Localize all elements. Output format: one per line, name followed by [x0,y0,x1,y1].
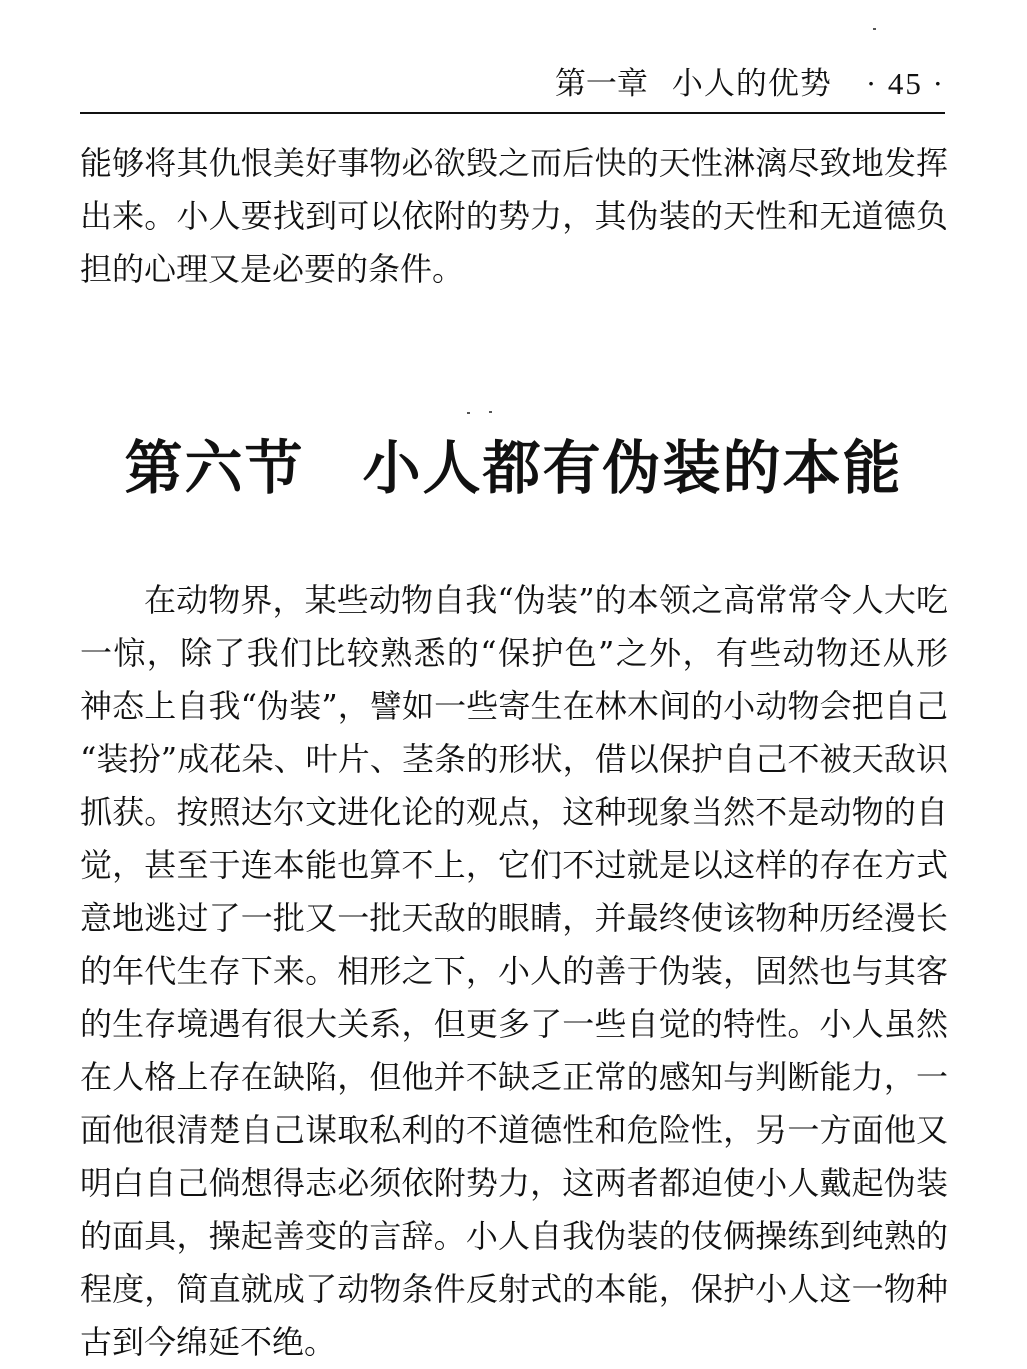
paragraph-continued [80,137,948,296]
paragraph-line: 的生存境遇有很大关系，但更多了一些自觉的特性。小人虽然 [80,1005,948,1043]
paragraph-line: 程度，简直就成了动物条件反射式的本能，保护小人这一物种 [80,1270,948,1308]
running-header [80,56,945,114]
print-speck [489,411,492,413]
paragraph-line: 的面具，操起善变的言辞。小人自我伪装的伎俩操练到纯熟的 [80,1217,948,1255]
paragraph-line: 觉，甚至于连本能也算不上，它们不过就是以这样的存在方式 [80,846,948,884]
header-title: 小人的优势 [671,66,832,102]
paragraph-line: 的年代生存下来。相形之下，小人的善于伪装，固然也与其客 [80,952,948,990]
paragraph-line: 面他很清楚自己谋取私利的不道德性和危险性，另一方面他又 [80,1111,948,1149]
paragraph-line: 意地逃过了一批又一批天敌的眼睛，并最终使该物种历经漫长 [80,899,948,937]
header-text [555,64,945,104]
paragraph-line: 神态上自我“伪装”，譬如一些寄生在林木间的小动物会把自己 [80,687,948,725]
paragraph-line: “装扮”成花朵、叶片、茎条的形状，借以保护自己不被天敌识 [80,740,948,778]
paragraph-line: 明白自己倘想得志必须依附势力，这两者都迫使小人戴起伪装 [80,1164,948,1202]
section-heading [0,433,1027,503]
print-speck [467,412,470,414]
print-speck [873,28,876,30]
section-number: 第六节 [124,434,305,502]
paragraph-line: 在动物界，某些动物自我“伪装”的本领之高常常令人大吃 [144,581,948,619]
paragraph-line: 出来。小人要找到可以依附的势力，其伪装的天性和无道德负 [80,197,948,235]
paragraph-line: 抓获。按照达尔文进化论的观点，这种现象当然不是动物的自 [80,793,948,831]
section-title: 小人都有伪装的本能 [362,434,903,502]
paragraph-line: 能够将其仇恨美好事物必欲毁之而后快的天性淋漓尽致地发挥 [80,144,948,182]
header-chapter: 第一章 [554,66,648,102]
paragraph-line: 担的心理又是必要的条件。 [80,250,465,288]
paragraph-line: 在人格上存在缺陷，但他并不缺乏正常的感知与判断能力，一 [80,1058,948,1096]
paragraph-line: 一惊，除了我们比较熟悉的“保护色”之外，有些动物还从形 [80,634,948,672]
page-number: · 45 · [865,66,945,101]
paragraph-line: 古到今绵延不绝。 [80,1323,337,1361]
paragraph-main [80,574,948,1369]
